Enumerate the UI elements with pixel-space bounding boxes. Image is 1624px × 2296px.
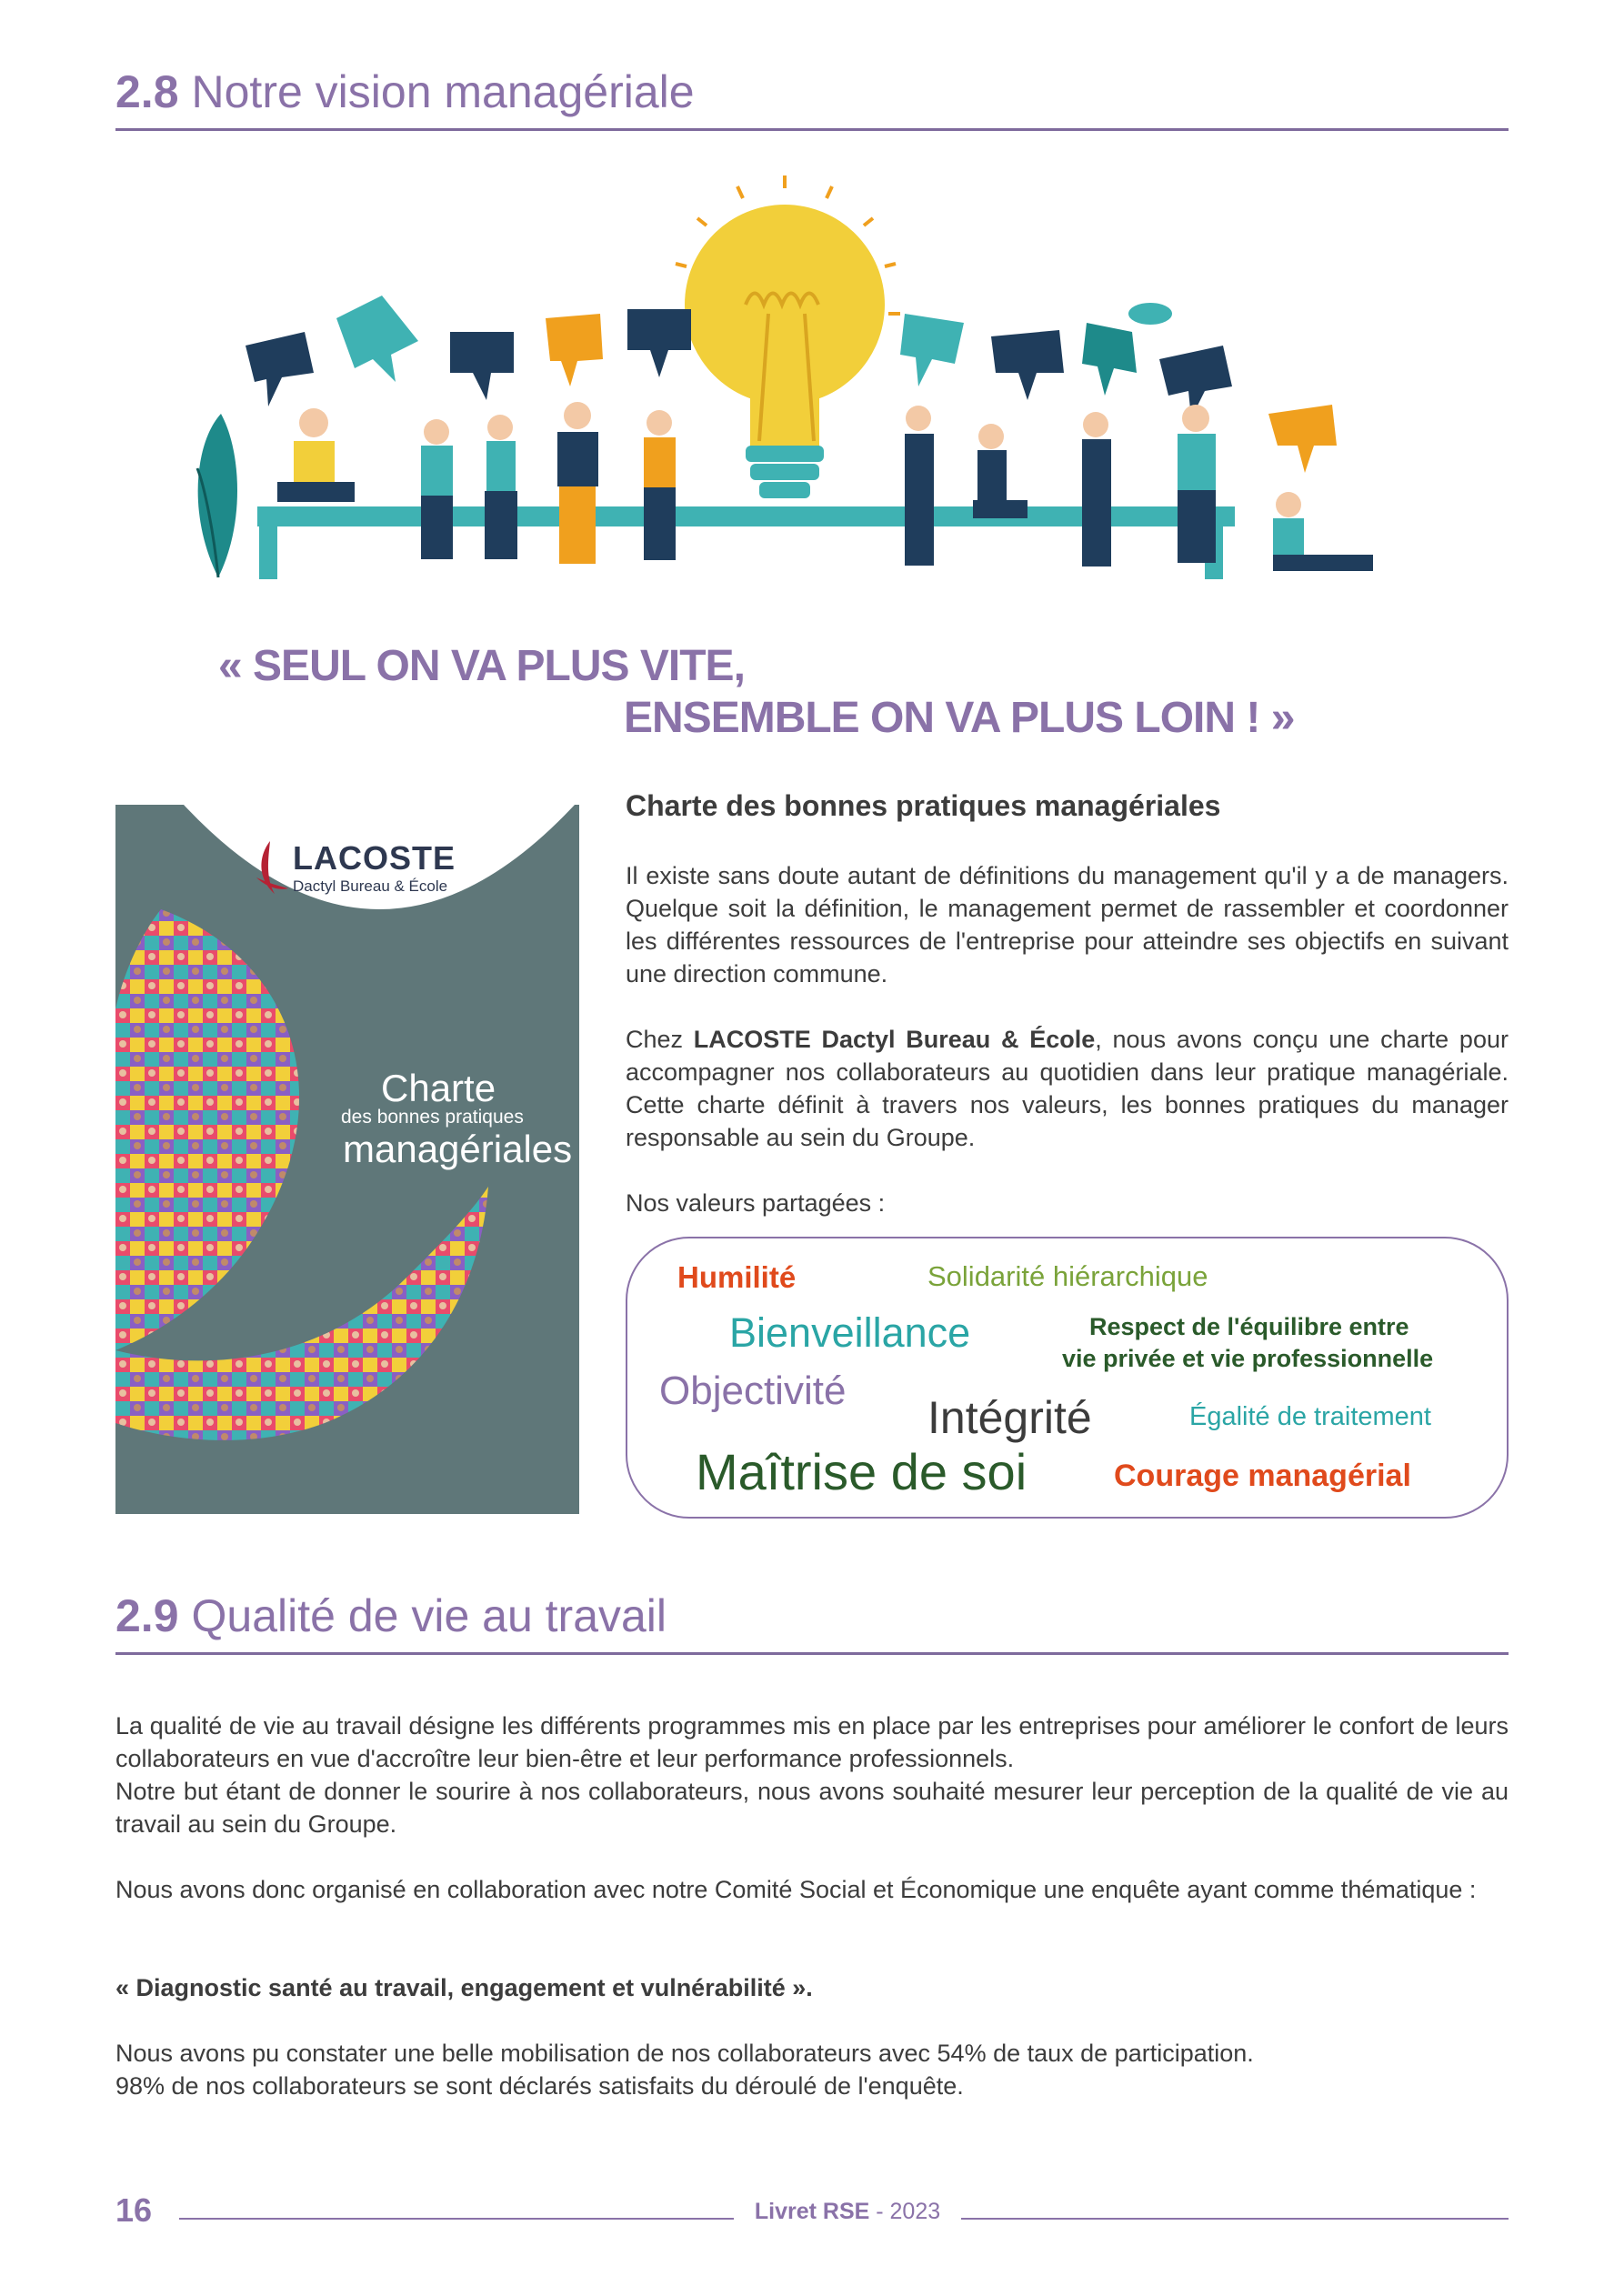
value-egalite: Égalité de traitement bbox=[1189, 1402, 1431, 1431]
speech-bubble-icon bbox=[246, 332, 314, 406]
qvt-paragraph-4 bbox=[115, 2037, 1509, 2102]
charter-title: Charte des bonnes pratiques managériales bbox=[626, 789, 1221, 822]
text-line: La qualité de vie au travail désigne les différents programmes mis en place par les entreprises pour améliorer le confort de leurs collaborateurs en vue d'accroître leur bien-être et leur performance professionnels. bbox=[115, 1712, 1509, 1772]
section-title: Qualité de vie au travail bbox=[191, 1590, 667, 1641]
text-line: Notre but étant de donner le sourire à nos collaborateurs, nous avons souhaité mesurer leur perception de la qualité de vie au travail au sein du Groupe. bbox=[115, 1778, 1509, 1838]
lightbulb-icon bbox=[668, 175, 900, 498]
cover-brand-subtitle: Dactyl Bureau & École bbox=[293, 877, 448, 895]
charter-cover-image bbox=[115, 805, 579, 1514]
plant-icon bbox=[198, 414, 237, 577]
team-illustration bbox=[177, 168, 1414, 587]
text-fragment: Chez bbox=[626, 1026, 694, 1053]
speech-bubble-icon bbox=[546, 314, 603, 386]
text-line: 98% de nos collaborateurs se sont déclarés satisfaits du déroulé de l'enquête. bbox=[115, 2072, 964, 2100]
footer-title-bold: Livret RSE bbox=[754, 2199, 870, 2224]
charter-paragraph-1: Il existe sans doute autant de définitions du management qu'il y a de managers. Quelque soit la définition, le management permet de rassembler et coordonner les différentes ressources de l'entreprise pour atteindre ses objectifs en suivant une direction commune. bbox=[626, 862, 1509, 988]
page-footer bbox=[115, 2191, 1509, 2237]
value-maitrise: Maîtrise de soi bbox=[696, 1443, 1028, 1500]
footer-divider bbox=[179, 2218, 734, 2220]
section-title: Notre vision managériale bbox=[191, 66, 695, 117]
speech-bubble-icon bbox=[1268, 405, 1337, 473]
speech-bubble-icon bbox=[450, 332, 514, 400]
cover-title-1: Charte bbox=[381, 1067, 496, 1109]
speech-bubble-icon bbox=[900, 314, 964, 386]
cover-title-2: des bonnes pratiques bbox=[341, 1107, 524, 1128]
speech-bubble-icon bbox=[1082, 323, 1137, 396]
value-equilibre-line-1: Respect de l'équilibre entre bbox=[1089, 1313, 1409, 1340]
section-number: 2.9 bbox=[115, 1590, 179, 1641]
values-word-cloud bbox=[626, 1237, 1509, 1519]
page-number: 16 bbox=[115, 2191, 153, 2229]
cloud-icon bbox=[1128, 303, 1172, 325]
section-number: 2.8 bbox=[115, 66, 179, 117]
value-equilibre-line-2: vie privée et vie professionnelle bbox=[1062, 1345, 1434, 1372]
company-name: LACOSTE Dactyl Bureau & École bbox=[693, 1026, 1096, 1053]
cover-brand: LACOSTE bbox=[293, 839, 456, 877]
value-bienveillance: Bienveillance bbox=[729, 1309, 971, 1356]
value-courage: Courage managérial bbox=[1114, 1459, 1411, 1493]
footer-divider bbox=[961, 2218, 1509, 2220]
cover-title-3: managériales bbox=[343, 1128, 573, 1170]
quote-line-1: « SEUL ON VA PLUS VITE, bbox=[218, 642, 745, 690]
qvt-paragraph-1 bbox=[115, 1709, 1509, 1840]
charter-paragraph-2 bbox=[626, 1023, 1509, 1154]
people-icon bbox=[277, 402, 1373, 571]
quote-line-2: ENSEMBLE ON VA PLUS LOIN ! » bbox=[624, 694, 1295, 742]
value-integrite: Intégrité bbox=[927, 1392, 1092, 1443]
section-header-2-9 bbox=[115, 1589, 1509, 1655]
footer-title bbox=[716, 2199, 979, 2225]
speech-bubble-icon bbox=[336, 296, 418, 382]
qvt-paragraph-2: Nous avons donc organisé en collaboration avec notre Comité Social et Économique une enquête ayant comme thématique : bbox=[115, 1876, 1477, 1903]
text-line: Nous avons pu constater une belle mobilisation de nos collaborateurs avec 54% de taux de participation. bbox=[115, 2040, 1254, 2067]
values-intro: Nos valeurs partagées : bbox=[626, 1189, 886, 1217]
value-objectivite: Objectivité bbox=[659, 1369, 847, 1413]
value-humilite: Humilité bbox=[677, 1260, 797, 1294]
section-header-2-8 bbox=[115, 65, 1509, 131]
value-solidarite: Solidarité hiérarchique bbox=[927, 1260, 1208, 1292]
speech-bubble-icon bbox=[991, 330, 1064, 400]
speech-bubble-icon bbox=[627, 309, 691, 377]
text-fragment: , nous avons conçu une charte pour accompagner nos collaborateurs au quotidien dans leur pratique managériale. Cette charte définit à travers nos valeurs, les bonnes pratiques du manager responsable au sein du Groupe. bbox=[626, 1026, 1509, 1151]
footer-title-year: - 2023 bbox=[869, 2199, 941, 2224]
survey-title: « Diagnostic santé au travail, engagement et vulnérabilité ». bbox=[115, 1974, 813, 2001]
